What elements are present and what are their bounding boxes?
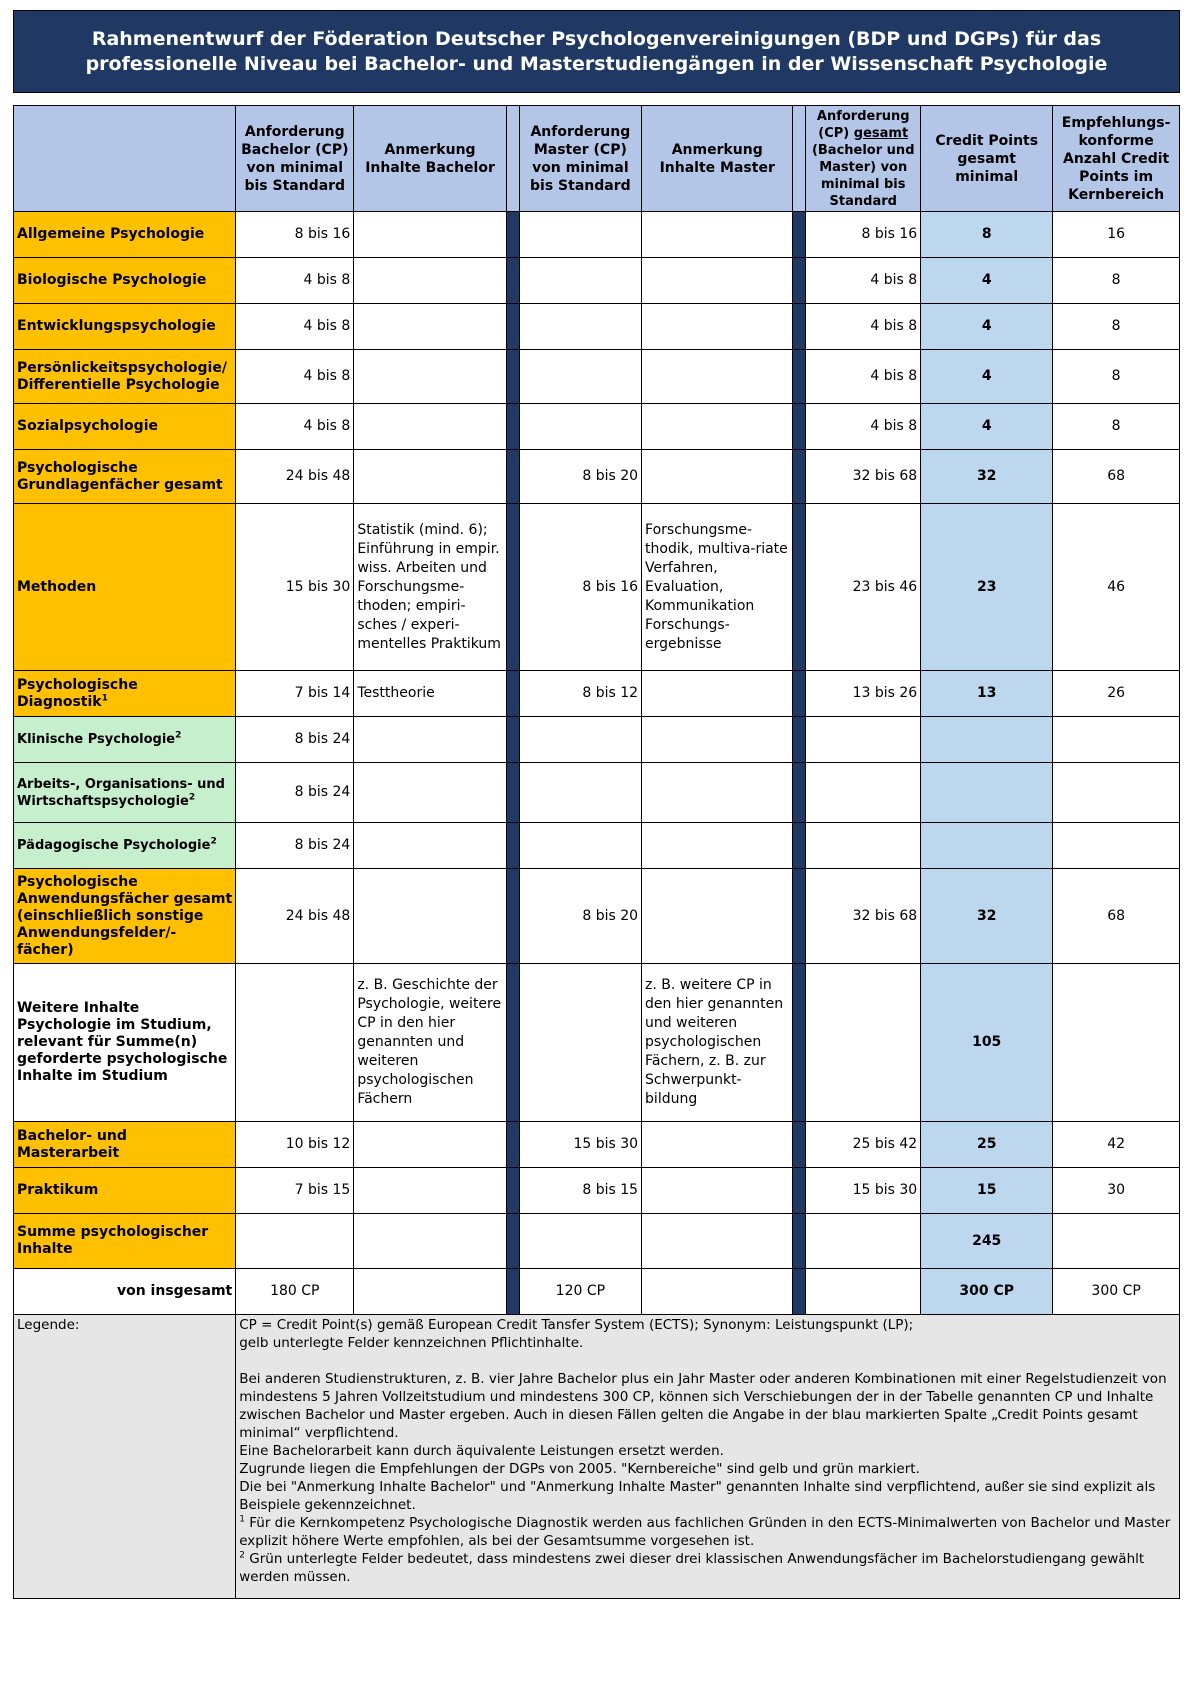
recommended-cp [1053, 823, 1180, 869]
footnote-ref: 2 [188, 792, 196, 803]
footnote-ref: 2 [175, 730, 182, 741]
divider [793, 1122, 806, 1168]
row-label-text: Psychologische Grundlagenfächer gesamt [17, 459, 223, 493]
header-master-req: Anforderung Master (CP) von minimal bis Standard [519, 106, 641, 212]
header-row [14, 106, 1180, 212]
row-label [14, 1214, 236, 1269]
divider [506, 106, 519, 212]
master-cp [519, 964, 641, 1122]
row-label [14, 1168, 236, 1214]
master-cp: 8 bis 20 [519, 450, 641, 504]
divider [506, 671, 519, 717]
table-row [14, 964, 1180, 1122]
recommended-cp: 8 [1053, 304, 1180, 350]
recommended-cp: 68 [1053, 450, 1180, 504]
page-title: Rahmenentwurf der Föderation Deutscher Psychologenvereinigungen (BDP und DGPs) für das professionelle Niveau bei Bachelor- und Masterstudiengängen in der Wissenschaft Psychologie [13, 10, 1180, 93]
total-cp: 4 bis 8 [806, 304, 921, 350]
legend-paragraph: Eine Bachelorarbeit kann durch äquivalente Leistungen ersetzt werden. [239, 1443, 724, 1459]
bachelor-cp: 180 CP [236, 1269, 354, 1315]
recommended-cp: 300 CP [1053, 1269, 1180, 1315]
row-label-text: Biologische Psychologie [17, 272, 207, 288]
master-note [642, 304, 793, 350]
table-row [14, 350, 1180, 404]
master-cp [519, 763, 641, 823]
row-label [14, 763, 236, 823]
bachelor-cp: 15 bis 30 [236, 504, 354, 671]
table-row [14, 1214, 1180, 1269]
cp-min: 15 [921, 1168, 1053, 1214]
row-label-text: Praktikum [17, 1182, 99, 1198]
master-note [642, 869, 793, 964]
row-label-text: Arbeits-, Organisations- und Wirtschaftspsychologie [17, 776, 225, 809]
bachelor-cp: 24 bis 48 [236, 869, 354, 964]
bachelor-cp: 4 bis 8 [236, 350, 354, 404]
legend-label: Legende: [14, 1315, 236, 1599]
bachelor-note [354, 404, 506, 450]
master-cp: 120 CP [519, 1269, 641, 1315]
cp-min: 25 [921, 1122, 1053, 1168]
recommended-cp [1053, 717, 1180, 763]
cp-min: 8 [921, 212, 1053, 258]
divider [793, 964, 806, 1122]
bachelor-cp [236, 964, 354, 1122]
footnote-1 [239, 1514, 1176, 1550]
total-cp: 25 bis 42 [806, 1122, 921, 1168]
master-note [642, 350, 793, 404]
legend-line: CP = Credit Point(s) gemäß European Credit Tansfer System (ECTS); Synonym: Leistungspunkt (LP); [239, 1317, 914, 1333]
divider [506, 763, 519, 823]
divider [793, 212, 806, 258]
bachelor-cp: 8 bis 16 [236, 212, 354, 258]
divider [793, 450, 806, 504]
divider [793, 404, 806, 450]
recommended-cp: 8 [1053, 258, 1180, 304]
divider [793, 1168, 806, 1214]
total-cp: 23 bis 46 [806, 504, 921, 671]
divider [506, 823, 519, 869]
divider [793, 1269, 806, 1315]
cp-min: 4 [921, 258, 1053, 304]
recommended-cp: 16 [1053, 212, 1180, 258]
master-cp: 8 bis 16 [519, 504, 641, 671]
footnote-ref: 2 [210, 836, 217, 847]
divider [506, 1168, 519, 1214]
table-row [14, 1269, 1180, 1315]
bachelor-cp: 4 bis 8 [236, 258, 354, 304]
table-row [14, 763, 1180, 823]
header-total-req [806, 106, 921, 212]
divider [506, 404, 519, 450]
cp-min: 13 [921, 671, 1053, 717]
total-cp: 4 bis 8 [806, 258, 921, 304]
row-label [14, 212, 236, 258]
master-cp [519, 258, 641, 304]
footnote-text: Für die Kernkompetenz Psychologische Diagnostik werden aus fachlichen Gründen in den ECTS-Minimalwerten von Bachelor und Master explizit höhere Werte empfohlen, als bei der Gesamtsumme vorgesehen ist. [239, 1515, 1171, 1549]
master-note [642, 823, 793, 869]
footnote-mark: 1 [239, 1514, 245, 1525]
total-cp [806, 763, 921, 823]
master-note [642, 212, 793, 258]
divider [506, 717, 519, 763]
total-cp: 8 bis 16 [806, 212, 921, 258]
row-label [14, 671, 236, 717]
footnote-ref: 1 [101, 692, 108, 703]
master-note: Forschungsme-thodik, multiva-riate Verfahren, Evaluation, Kommunikation Forschungs-ergebnisse [642, 504, 793, 671]
bachelor-cp: 4 bis 8 [236, 404, 354, 450]
bachelor-note [354, 1214, 506, 1269]
row-label-text: Bachelor- und Masterarbeit [17, 1127, 127, 1161]
total-cp [806, 1214, 921, 1269]
divider [793, 304, 806, 350]
table-row [14, 212, 1180, 258]
bachelor-cp: 8 bis 24 [236, 763, 354, 823]
cp-min [921, 823, 1053, 869]
row-label-text: Sozialpsychologie [17, 418, 158, 434]
master-cp: 8 bis 15 [519, 1168, 641, 1214]
divider [793, 671, 806, 717]
footnote-mark: 2 [239, 1550, 245, 1561]
cp-min: 105 [921, 964, 1053, 1122]
bachelor-cp: 7 bis 15 [236, 1168, 354, 1214]
divider [793, 106, 806, 212]
total-cp [806, 823, 921, 869]
row-label [14, 1269, 236, 1315]
recommended-cp [1053, 964, 1180, 1122]
master-cp: 15 bis 30 [519, 1122, 641, 1168]
recommended-cp: 26 [1053, 671, 1180, 717]
bachelor-note [354, 717, 506, 763]
row-label-text: Klinische Psychologie [17, 732, 176, 747]
divider [793, 258, 806, 304]
master-cp: 8 bis 12 [519, 671, 641, 717]
bachelor-cp: 8 bis 24 [236, 717, 354, 763]
master-note [642, 1214, 793, 1269]
header-master-note: Anmerkung Inhalte Master [642, 106, 793, 212]
recommended-cp: 8 [1053, 350, 1180, 404]
master-cp [519, 404, 641, 450]
divider [793, 763, 806, 823]
bachelor-note [354, 763, 506, 823]
cp-min: 32 [921, 450, 1053, 504]
divider [793, 1214, 806, 1269]
total-cp: 4 bis 8 [806, 404, 921, 450]
bachelor-note [354, 1122, 506, 1168]
divider [793, 823, 806, 869]
recommended-cp: 42 [1053, 1122, 1180, 1168]
row-label [14, 717, 236, 763]
total-cp: 15 bis 30 [806, 1168, 921, 1214]
bachelor-cp: 10 bis 12 [236, 1122, 354, 1168]
bachelor-cp: 4 bis 8 [236, 304, 354, 350]
row-label [14, 964, 236, 1122]
bachelor-cp: 8 bis 24 [236, 823, 354, 869]
recommended-cp: 30 [1053, 1168, 1180, 1214]
total-cp [806, 1269, 921, 1315]
header-cp-min: Credit Points gesamt minimal [921, 106, 1053, 212]
legend-paragraph: Bei anderen Studienstrukturen, z. B. vier Jahre Bachelor plus ein Jahr Master oder anderen Kombinationen mit einer Regelstudienzeit von mindestens 5 Jahren Vollzeitstudium und mindestens 300 CP, können sich Verschiebungen der in der Tabelle genannten CP und Inhalte zwischen Bachelor und Master ergeben. Auch in diesen Fällen gelten die Angabe in der blau markierten Spalte „Credit Points gesamt minimal“ verpflichtend. [239, 1371, 1167, 1441]
bachelor-note: Statistik (mind. 6); Einführung in empir. wiss. Arbeiten und Forschungsme-thoden; empiri-sches / experi-mentelles Praktikum [354, 504, 506, 671]
cp-min: 23 [921, 504, 1053, 671]
divider [506, 212, 519, 258]
master-note [642, 258, 793, 304]
total-cp: 13 bis 26 [806, 671, 921, 717]
table-row [14, 717, 1180, 763]
row-label [14, 450, 236, 504]
divider [506, 1269, 519, 1315]
header-total-req-u: gesamt [853, 125, 909, 141]
row-label [14, 823, 236, 869]
row-label [14, 258, 236, 304]
divider [506, 450, 519, 504]
cp-table [13, 105, 1180, 1599]
divider [793, 504, 806, 671]
total-cp: 32 bis 68 [806, 450, 921, 504]
master-note [642, 717, 793, 763]
header-total-req-b: (Bachelor und Master) von minimal bis Standard [811, 142, 915, 209]
footnote-2 [239, 1550, 1176, 1586]
row-label [14, 1122, 236, 1168]
header-bachelor-req: Anforderung Bachelor (CP) von minimal bis Standard [236, 106, 354, 212]
row-label-text: Psychologische Anwendungsfächer gesamt (einschließlich sonstige Anwendungsfelder/-fächer) [17, 873, 233, 958]
total-cp [806, 964, 921, 1122]
cp-min [921, 763, 1053, 823]
bachelor-note [354, 258, 506, 304]
master-cp [519, 350, 641, 404]
total-cp: 32 bis 68 [806, 869, 921, 964]
table-row [14, 258, 1180, 304]
row-label [14, 350, 236, 404]
divider [506, 869, 519, 964]
row-label [14, 869, 236, 964]
table-row [14, 869, 1180, 964]
row-label-text: Summe psychologischer Inhalte [17, 1224, 209, 1257]
legend-text [236, 1315, 1180, 1599]
master-cp [519, 304, 641, 350]
legend-line: gelb unterlegte Felder kennzeichnen Pflichtinhalte. [239, 1335, 584, 1351]
master-note [642, 763, 793, 823]
table-row [14, 404, 1180, 450]
row-label-text: von insgesamt [116, 1283, 233, 1299]
bachelor-note [354, 1168, 506, 1214]
bachelor-cp: 7 bis 14 [236, 671, 354, 717]
divider [506, 304, 519, 350]
row-label-text: Weitere Inhalte Psychologie im Studium, relevant für Summe(n) geforderte psychologische Inhalte im Studium [17, 1000, 228, 1084]
header-bachelor-note: Anmerkung Inhalte Bachelor [354, 106, 506, 212]
table-row [14, 671, 1180, 717]
row-label [14, 304, 236, 350]
bachelor-note [354, 212, 506, 258]
bachelor-note [354, 350, 506, 404]
divider [793, 869, 806, 964]
document [13, 10, 1180, 1599]
row-label-text: Methoden [17, 578, 97, 595]
legend-paragraph: Die bei "Anmerkung Inhalte Bachelor" und "Anmerkung Inhalte Master" genannten Inhalte sind verpflichtend, außer sie sind explizit als Beispiele gekennzeichnet. [239, 1479, 1156, 1513]
recommended-cp: 46 [1053, 504, 1180, 671]
cp-min: 4 [921, 350, 1053, 404]
table-row [14, 304, 1180, 350]
master-cp: 8 bis 20 [519, 869, 641, 964]
bachelor-note: Testtheorie [354, 671, 506, 717]
footnote-text: Grün unterlegte Felder bedeutet, dass mindestens zwei dieser drei klassischen Anwendungsfächer im Bachelorstudiengang gewählt werden müssen. [239, 1551, 1145, 1585]
cp-min [921, 717, 1053, 763]
table-row [14, 1122, 1180, 1168]
row-label-text: Pädagogische Psychologie [17, 838, 211, 853]
bachelor-cp: 24 bis 48 [236, 450, 354, 504]
header-recommended: Empfehlungs-konforme Anzahl Credit Points im Kernbereich [1053, 106, 1180, 212]
legend-row [14, 1315, 1180, 1599]
table-row [14, 1168, 1180, 1214]
cp-min: 4 [921, 404, 1053, 450]
bachelor-note [354, 450, 506, 504]
table-row [14, 823, 1180, 869]
recommended-cp [1053, 763, 1180, 823]
header-empty [14, 106, 236, 212]
master-note [642, 1122, 793, 1168]
master-note [642, 404, 793, 450]
master-note [642, 450, 793, 504]
total-cp: 4 bis 8 [806, 350, 921, 404]
row-label-text: Entwicklungspsychologie [17, 318, 216, 334]
divider [506, 258, 519, 304]
table-row [14, 504, 1180, 671]
bachelor-note [354, 869, 506, 964]
master-cp [519, 212, 641, 258]
row-label-text: Allgemeine Psychologie [17, 226, 205, 242]
row-label [14, 504, 236, 671]
master-cp [519, 823, 641, 869]
master-cp [519, 717, 641, 763]
cp-min: 245 [921, 1214, 1053, 1269]
total-cp [806, 717, 921, 763]
divider [793, 717, 806, 763]
bachelor-note [354, 823, 506, 869]
divider [506, 1122, 519, 1168]
header-total-req-a: Anforderung (CP) [816, 108, 910, 141]
cp-min: 300 CP [921, 1269, 1053, 1315]
divider [506, 504, 519, 671]
row-label-text: Persönlickeitspsychologie/ Differentielle Psychologie [17, 359, 227, 393]
cp-min: 4 [921, 304, 1053, 350]
master-note [642, 671, 793, 717]
row-label-text: Psychologische Diagnostik [17, 676, 138, 710]
divider [793, 350, 806, 404]
divider [506, 1214, 519, 1269]
divider [506, 350, 519, 404]
cp-min: 32 [921, 869, 1053, 964]
recommended-cp: 68 [1053, 869, 1180, 964]
table-row [14, 450, 1180, 504]
recommended-cp [1053, 1214, 1180, 1269]
master-cp [519, 1214, 641, 1269]
divider [506, 964, 519, 1122]
bachelor-note [354, 304, 506, 350]
recommended-cp: 8 [1053, 404, 1180, 450]
master-note: z. B. weitere CP in den hier genannten und weiteren psychologischen Fächern, z. B. zur Schwerpunkt-bildung [642, 964, 793, 1122]
bachelor-note: z. B. Geschichte der Psychologie, weitere CP in den hier genannten und weiteren psychologischen Fächern [354, 964, 506, 1122]
legend-paragraph: Zugrunde liegen die Empfehlungen der DGPs von 2005. "Kernbereiche" sind gelb und grün markiert. [239, 1461, 920, 1477]
bachelor-note [354, 1269, 506, 1315]
master-note [642, 1168, 793, 1214]
master-note [642, 1269, 793, 1315]
bachelor-cp [236, 1214, 354, 1269]
row-label [14, 404, 236, 450]
